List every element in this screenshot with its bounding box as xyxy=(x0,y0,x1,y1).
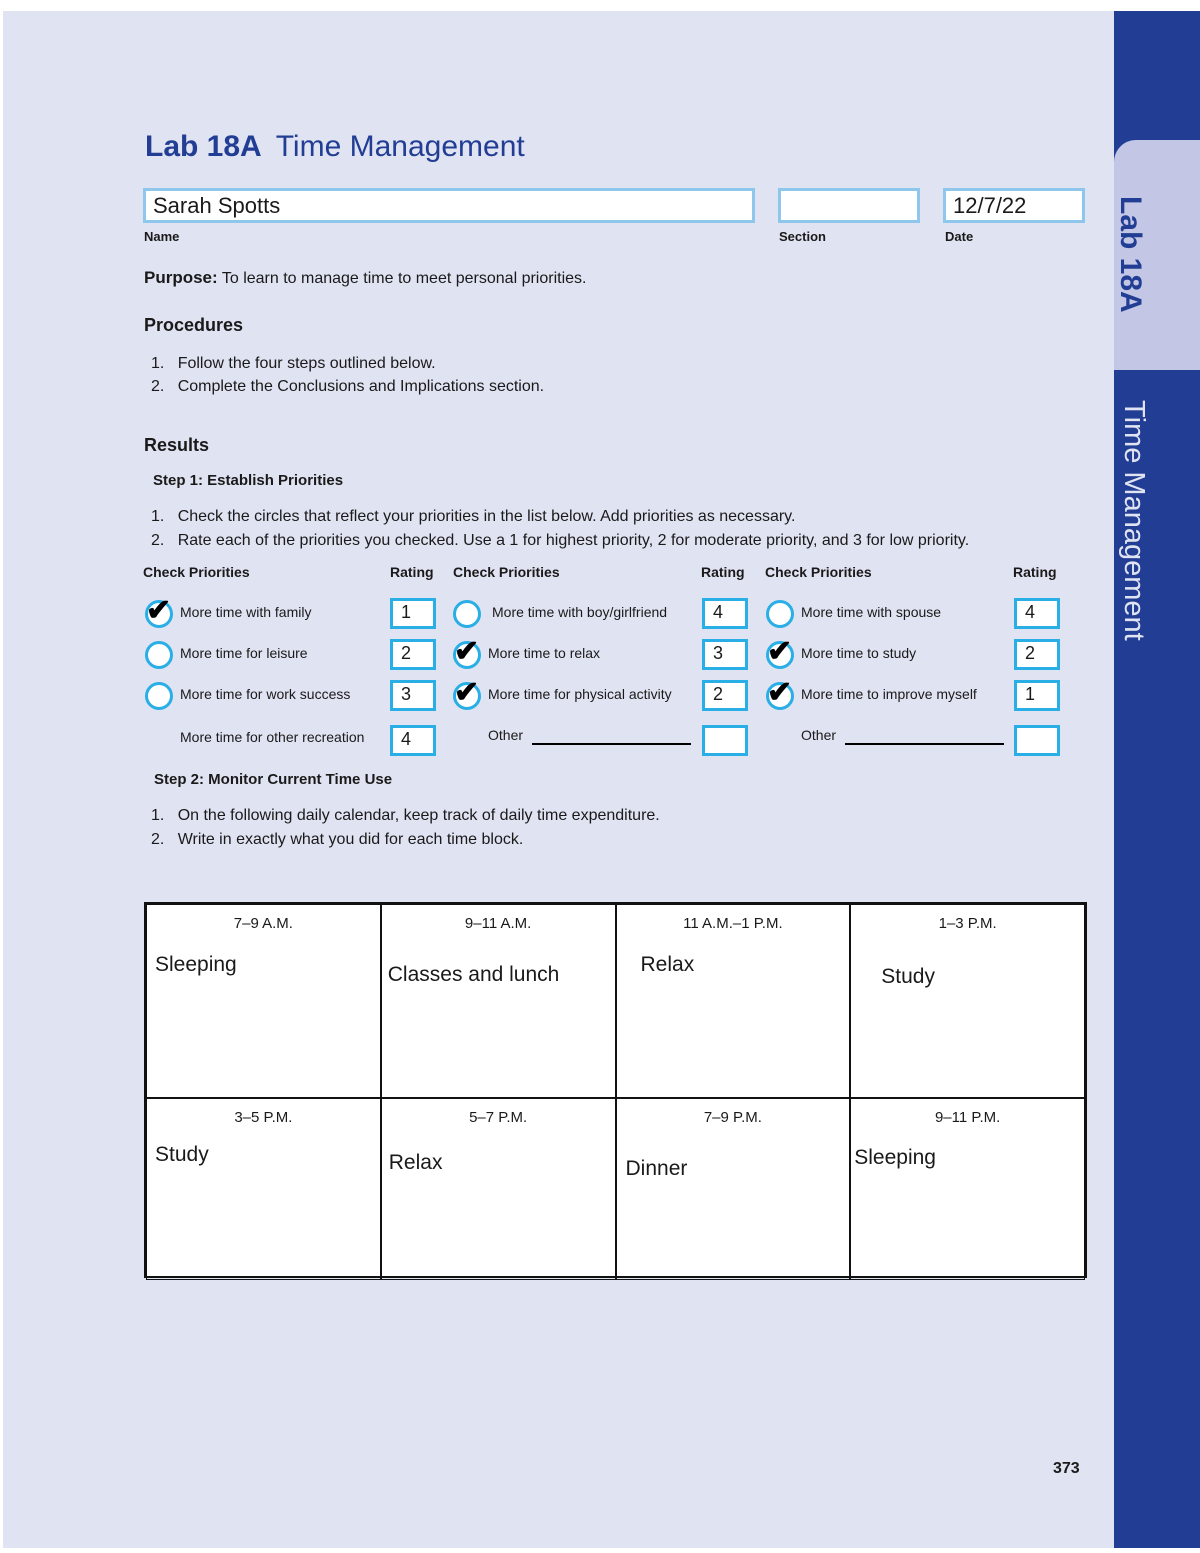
checkmark-icon: ✔ xyxy=(767,676,793,709)
step2-title: Step 2: Monitor Current Time Use xyxy=(154,771,393,788)
time-block-label: 1–3 P.M. xyxy=(938,915,997,932)
rating-box[interactable]: 2 xyxy=(390,639,436,670)
col-head-rating-2: Rating xyxy=(701,564,745,580)
priority-label: More time with spouse xyxy=(801,604,942,620)
priority-label: More time for work success xyxy=(180,686,351,702)
time-block-entry: Sleeping xyxy=(155,953,237,976)
calendar-time-block[interactable] xyxy=(146,904,381,1098)
priority-checkbox[interactable] xyxy=(145,641,173,669)
col-head-rating-1: Rating xyxy=(390,564,434,580)
time-block-label: 3–5 P.M. xyxy=(234,1109,293,1126)
step1-item-2-text: Rate each of the priorities you checked. Use a 1 for highest priority, 2 for moderate priority, and 3 for low priority. xyxy=(177,532,970,549)
time-block-entry: Dinner xyxy=(625,1157,688,1180)
purpose-text: To learn to manage time to meet personal priorities. xyxy=(221,270,587,287)
checkmark-icon: ✔ xyxy=(454,676,480,709)
purpose-label: Purpose: xyxy=(144,268,218,287)
checkmark-icon: ✔ xyxy=(146,594,172,627)
step2-item-2: 2. Write in exactly what you did for each time block. xyxy=(151,831,524,848)
calendar-time-block[interactable] xyxy=(850,904,1085,1098)
priority-label: More time with boy/girlfriend xyxy=(492,604,668,620)
step1-item-1: 1. Check the circles that reflect your priorities in the list below. Add priorities as necessary. xyxy=(151,508,796,525)
title-topic: Time Management xyxy=(275,130,525,163)
priority-label: Other xyxy=(488,727,524,743)
step1-item-2: 2. Rate each of the priorities you checked. Use a 1 for highest priority, 2 for moderate priority, and 3 for low priority. xyxy=(151,532,970,549)
priority-label: More time to improve myself xyxy=(801,686,977,702)
time-block-label: 7–9 A.M. xyxy=(233,915,293,932)
checkmark-icon: ✔ xyxy=(454,635,480,668)
rating-box[interactable]: 3 xyxy=(390,680,436,711)
rating-box[interactable]: 2 xyxy=(702,680,748,711)
purpose xyxy=(144,268,586,288)
step2-item-2-text: Write in exactly what you did for each time block. xyxy=(177,831,524,848)
name-label: Name xyxy=(144,229,180,244)
time-block-entry: Study xyxy=(881,965,935,988)
priority-label: More time for physical activity xyxy=(488,686,672,702)
calendar-time-block[interactable] xyxy=(381,1098,616,1280)
time-block-entry: Sleeping xyxy=(854,1146,936,1169)
title-lab: Lab 18A xyxy=(145,130,262,163)
procedure-item-2-text: Complete the Conclusions and Implications section. xyxy=(177,378,545,395)
rating-box[interactable]: 4 xyxy=(702,598,748,629)
time-block-entry: Study xyxy=(155,1143,209,1166)
time-block-entry: Classes and lunch xyxy=(387,963,560,986)
calendar-time-block[interactable] xyxy=(146,1098,381,1280)
rating-box[interactable]: 1 xyxy=(1014,680,1060,711)
results-heading: Results xyxy=(144,435,210,455)
priority-label: More time to relax xyxy=(488,645,601,661)
priority-checkbox[interactable] xyxy=(145,682,173,710)
step1-title: Step 1: Establish Priorities xyxy=(153,472,344,489)
procedure-item-2: 2. Complete the Conclusions and Implications section. xyxy=(151,378,545,395)
side-tab-topic-label: Time Management xyxy=(1118,400,1150,641)
rating-box[interactable] xyxy=(702,725,748,756)
col-head-priorities-3: Check Priorities xyxy=(765,564,872,580)
time-block-label: 5–7 P.M. xyxy=(469,1109,528,1126)
other-write-in-line[interactable] xyxy=(845,743,1004,745)
time-block-label: 9–11 A.M. xyxy=(464,915,532,932)
rating-box[interactable]: 4 xyxy=(1014,598,1060,629)
priority-label: More time for leisure xyxy=(180,645,308,661)
section-label: Section xyxy=(779,229,826,244)
priority-checkbox[interactable] xyxy=(766,600,794,628)
time-block-entry: Relax xyxy=(388,1151,443,1174)
time-block-label: 9–11 P.M. xyxy=(934,1109,1001,1126)
col-head-priorities-1: Check Priorities xyxy=(143,564,250,580)
calendar-time-block[interactable] xyxy=(381,904,616,1098)
other-write-in-line[interactable] xyxy=(532,743,691,745)
priority-checkbox[interactable] xyxy=(453,600,481,628)
calendar-time-block[interactable] xyxy=(616,1098,851,1280)
rating-box[interactable]: 2 xyxy=(1014,639,1060,670)
procedure-item-1: 1. Follow the four steps outlined below. xyxy=(151,355,436,372)
date-label: Date xyxy=(945,229,974,244)
calendar-time-block[interactable] xyxy=(616,904,851,1098)
time-block-label: 7–9 P.M. xyxy=(703,1109,762,1126)
page-title xyxy=(145,130,525,164)
step1-item-1-text: Check the circles that reflect your priorities in the list below. Add priorities as necessary. xyxy=(177,508,796,525)
daily-calendar xyxy=(144,902,1087,1278)
name-field[interactable]: Sarah Spotts xyxy=(143,188,755,223)
calendar-time-block[interactable] xyxy=(850,1098,1085,1280)
procedure-item-1-text: Follow the four steps outlined below. xyxy=(177,355,436,372)
rating-box[interactable]: 1 xyxy=(390,598,436,629)
side-tab-lab-label: Lab 18A xyxy=(1114,196,1147,313)
section-field[interactable] xyxy=(778,188,920,223)
col-head-priorities-2: Check Priorities xyxy=(453,564,560,580)
priority-label: More time to study xyxy=(801,645,917,661)
time-block-entry: Relax xyxy=(640,953,695,976)
priority-label: More time for other recreation xyxy=(180,729,365,745)
col-head-rating-3: Rating xyxy=(1013,564,1057,580)
rating-box[interactable]: 4 xyxy=(390,725,436,756)
priority-label: Other xyxy=(801,727,837,743)
rating-box[interactable]: 3 xyxy=(702,639,748,670)
page-number: 373 xyxy=(1053,1460,1080,1477)
step2-item-1: 1. On the following daily calendar, keep track of daily time expenditure. xyxy=(151,807,660,824)
time-block-label: 11 A.M.–1 P.M. xyxy=(683,915,783,932)
checkmark-icon: ✔ xyxy=(767,635,793,668)
step2-item-1-text: On the following daily calendar, keep track of daily time expenditure. xyxy=(177,807,660,824)
procedures-heading: Procedures xyxy=(144,315,244,335)
rating-box[interactable] xyxy=(1014,725,1060,756)
priority-label: More time with family xyxy=(180,604,312,620)
date-field[interactable]: 12/7/22 xyxy=(943,188,1085,223)
